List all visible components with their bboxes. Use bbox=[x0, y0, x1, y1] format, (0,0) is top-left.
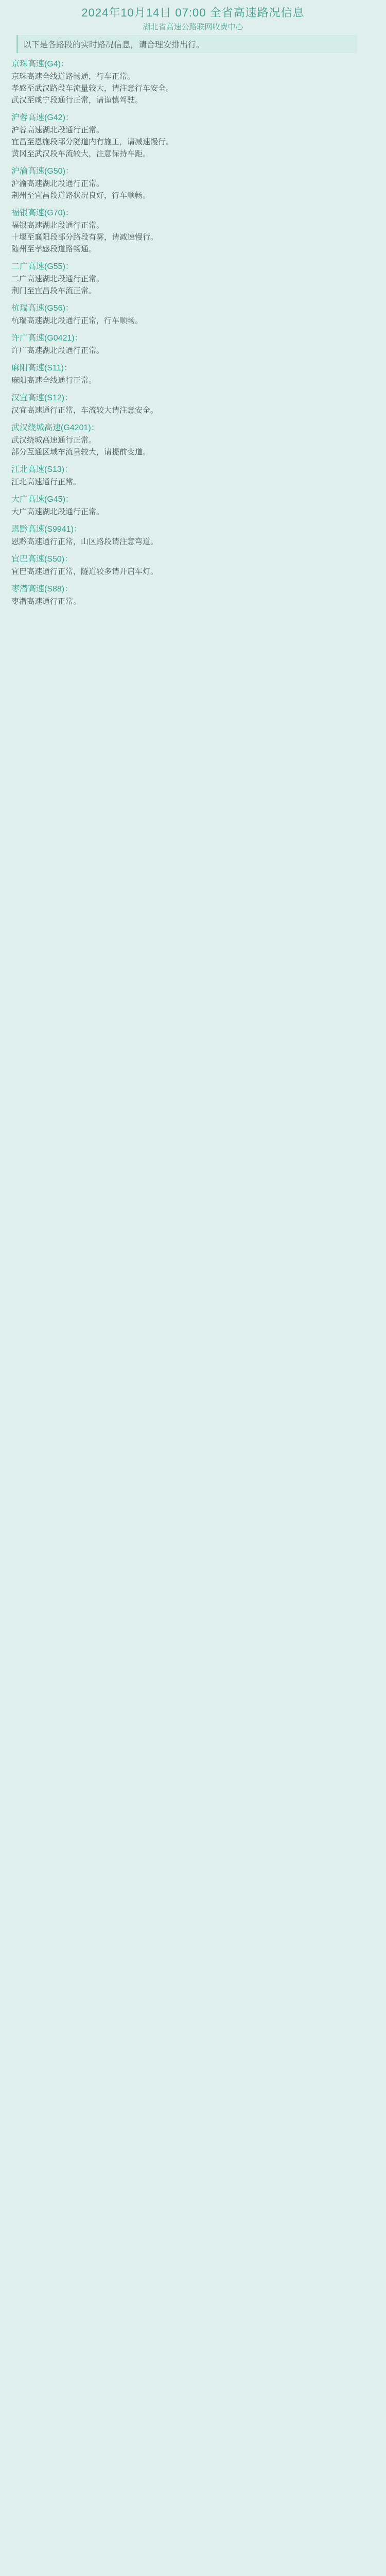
road-status-line: 江北高速通行正常。 bbox=[11, 478, 81, 486]
road-status-line: 武汉至咸宁段通行正常，请谨慎驾驶。 bbox=[11, 96, 143, 105]
road-status-line: 宜昌至恩施段部分隧道内有施工，请减速慢行。 bbox=[11, 138, 174, 146]
road-status-line: 二广高速湖北段通行正常。 bbox=[11, 275, 104, 283]
road-section bbox=[11, 260, 375, 296]
road-status-line: 沪蓉高速湖北段通行正常。 bbox=[11, 126, 104, 134]
road-title: 武汉绕城高速(G4201)： bbox=[11, 423, 99, 432]
road-section bbox=[11, 206, 375, 255]
page-subtitle: 湖北省高速公路联网收费中心 bbox=[143, 23, 243, 31]
road-section bbox=[11, 522, 375, 547]
header bbox=[0, 0, 386, 32]
road-title: 枣潜高速(S88)： bbox=[11, 585, 73, 594]
road-title: 二广高速(G55)： bbox=[11, 262, 74, 271]
notice-text: 以下是各路段的实时路况信息，请合理安排出行。 bbox=[16, 35, 357, 53]
road-status-line: 枣潜高速通行正常。 bbox=[11, 597, 81, 606]
road-status-line: 荆州至宜昌段道路状况良好，行车顺畅。 bbox=[11, 191, 151, 200]
road-status-line: 汉宜高速通行正常，车流较大请注意安全。 bbox=[11, 406, 159, 415]
road-section bbox=[11, 301, 375, 326]
page-title: 2024年10月14日 07:00 全省高速路况信息 bbox=[81, 6, 305, 19]
road-title: 福银高速(G70)： bbox=[11, 209, 74, 217]
road-title: 京珠高速(G4)： bbox=[11, 60, 69, 69]
road-title: 沪蓉高速(G42)： bbox=[11, 113, 74, 122]
road-status-line: 部分互通区域车流量较大，请提前变道。 bbox=[11, 448, 151, 456]
road-list bbox=[11, 57, 375, 607]
road-section bbox=[11, 421, 375, 457]
road-title: 麻阳高速(S11)： bbox=[11, 364, 72, 372]
road-title: 江北高速(S13)： bbox=[11, 465, 73, 474]
road-status-line: 许广高速湖北段通行正常。 bbox=[11, 346, 104, 355]
road-title: 大广高速(G45)： bbox=[11, 495, 74, 504]
road-status-line: 福银高速湖北段通行正常。 bbox=[11, 221, 104, 230]
road-section bbox=[11, 391, 375, 416]
road-section bbox=[11, 164, 375, 201]
road-title: 许广高速(G0421)： bbox=[11, 334, 83, 343]
road-title: 沪渝高速(G50)： bbox=[11, 167, 74, 176]
road-status-line: 黄冈至武汉段车流较大，注意保持车距。 bbox=[11, 149, 151, 158]
road-status-line: 恩黔高速通行正常，山区路段请注意弯道。 bbox=[11, 537, 159, 546]
road-section bbox=[11, 552, 375, 577]
road-title: 杭瑞高速(G56)： bbox=[11, 304, 74, 313]
road-section bbox=[11, 57, 375, 106]
road-status-line: 十堰至襄阳段部分路段有雾，请减速慢行。 bbox=[11, 233, 159, 242]
road-status-line: 宜巴高速通行正常，隧道较多请开启车灯。 bbox=[11, 567, 159, 576]
road-title: 汉宜高速(S12)： bbox=[11, 394, 73, 402]
road-section bbox=[11, 493, 375, 517]
road-section bbox=[11, 582, 375, 607]
road-status-line: 荆门至宜昌段车流正常。 bbox=[11, 286, 97, 295]
road-status-line: 麻阳高速全线通行正常。 bbox=[11, 376, 97, 385]
road-status-line: 武汉绕城高速通行正常。 bbox=[11, 436, 97, 445]
road-title: 宜巴高速(S50)： bbox=[11, 555, 73, 564]
road-status-line: 沪渝高速湖北段通行正常。 bbox=[11, 179, 104, 188]
road-status-line: 杭瑞高速湖北段通行正常，行车顺畅。 bbox=[11, 316, 143, 325]
road-status-line: 京珠高速全线道路畅通，行车正常。 bbox=[11, 72, 135, 81]
road-section bbox=[11, 111, 375, 159]
road-status-line: 大广高速湖北段通行正常。 bbox=[11, 507, 104, 516]
road-section bbox=[11, 331, 375, 356]
road-title: 恩黔高速(S9941)： bbox=[11, 525, 82, 534]
road-status-line: 随州至孝感段道路畅通。 bbox=[11, 245, 97, 253]
road-section bbox=[11, 361, 375, 386]
road-status-line: 孝感至武汉路段车流量较大，请注意行车安全。 bbox=[11, 84, 174, 93]
road-section bbox=[11, 463, 375, 487]
